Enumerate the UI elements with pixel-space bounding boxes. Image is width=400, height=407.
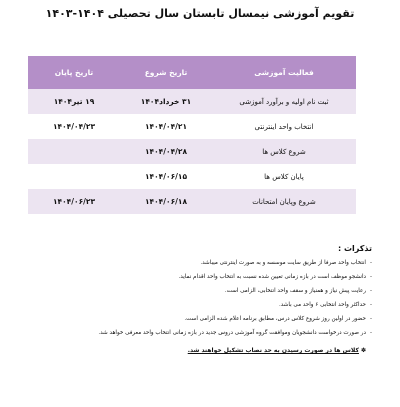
note-item <box>42 274 372 288</box>
start-date-cell: ۱۴۰۴/۰۶/۱۸ <box>120 189 212 214</box>
final-note-text: کلاس ها در صورت رسیدن به حد نصاب تشکیل خواهند شد. <box>187 347 359 354</box>
bullet-dash: - <box>369 316 372 322</box>
header-activity: فعالیت آموزشی <box>212 56 356 89</box>
activity-cell: پایان کلاس ها <box>212 164 356 189</box>
academic-calendar-table <box>28 56 356 214</box>
asterisk-icon: ✽ <box>360 347 366 354</box>
table-row <box>28 164 356 189</box>
note-text: انتخاب واحد صرفا از طریق سایت موسسه و به صورت اینترنتی میباشد. <box>200 260 366 266</box>
activity-cell: شروع کلاس ها <box>212 139 356 164</box>
bullet-dash: - <box>369 260 372 266</box>
notes-section <box>42 244 372 361</box>
table-row <box>28 89 356 114</box>
bullet-dash: - <box>369 288 372 294</box>
activity-cell: انتخاب واحد اینترنتی <box>212 114 356 139</box>
end-date-cell: ۱۹ تیر۱۴۰۴ <box>28 89 120 114</box>
note-item <box>42 316 372 330</box>
note-text: دانشجو موظف است در بازه زمانی تعیین شده نسبت به انتخاب واحد اقدام نماید. <box>178 274 366 280</box>
bullet-dash: - <box>369 330 372 336</box>
activity-cell: ثبت نام اولیه و برآورد آموزشی <box>212 89 356 114</box>
end-date-cell <box>28 164 120 189</box>
start-date-cell: ۱۴۰۴/۰۶/۱۵ <box>120 164 212 189</box>
note-text: رعایت پیش نیاز و همنیاز و سقف واحد انتخابی، الزامی است. <box>224 288 366 294</box>
header-start-date: تاریخ شروع <box>120 56 212 89</box>
notes-heading: تذکرات : <box>337 244 372 253</box>
table-header-row <box>28 56 356 89</box>
header-end-date: تاریخ پایان <box>28 56 120 89</box>
end-date-cell <box>28 139 120 164</box>
start-date-cell: ۱۴۰۴/۰۴/۲۱ <box>120 114 212 139</box>
table-row <box>28 139 356 164</box>
note-item <box>42 288 372 302</box>
bullet-dash: - <box>369 274 372 280</box>
note-item <box>42 330 372 344</box>
start-date-cell: ۱۴۰۴/۰۴/۲۸ <box>120 139 212 164</box>
start-date-cell: ۳۱ خرداد۱۴۰۴ <box>120 89 212 114</box>
end-date-cell: ۱۴۰۴/۰۶/۲۳ <box>28 189 120 214</box>
bullet-dash: - <box>369 302 372 308</box>
final-note-item <box>42 347 372 361</box>
note-text: حداکثر واحد انتخابی ۶ واحد می باشد. <box>278 302 366 308</box>
note-item <box>42 260 372 274</box>
page-title: تقویم آموزشی نیمسال تابستان سال تحصیلی ۱۴۰۴-۱۴۰۳ <box>45 7 355 20</box>
note-item <box>42 302 372 316</box>
activity-cell: شروع وپایان امتحانات <box>212 189 356 214</box>
table-row <box>28 114 356 139</box>
note-text: در صورت درخواست دانشجویان وموافقت گروه آموزشی دروس جدید در بازه زمانی انتخاب واحد معرفی خواهد شد. <box>98 330 366 336</box>
note-text: حضور در اولین روز شروع کلاس درس، مطابق برنامه اعلام شده الزامی است. <box>184 316 366 322</box>
notes-list <box>42 260 372 361</box>
end-date-cell: ۱۴۰۴/۰۴/۲۳ <box>28 114 120 139</box>
table-row <box>28 189 356 214</box>
